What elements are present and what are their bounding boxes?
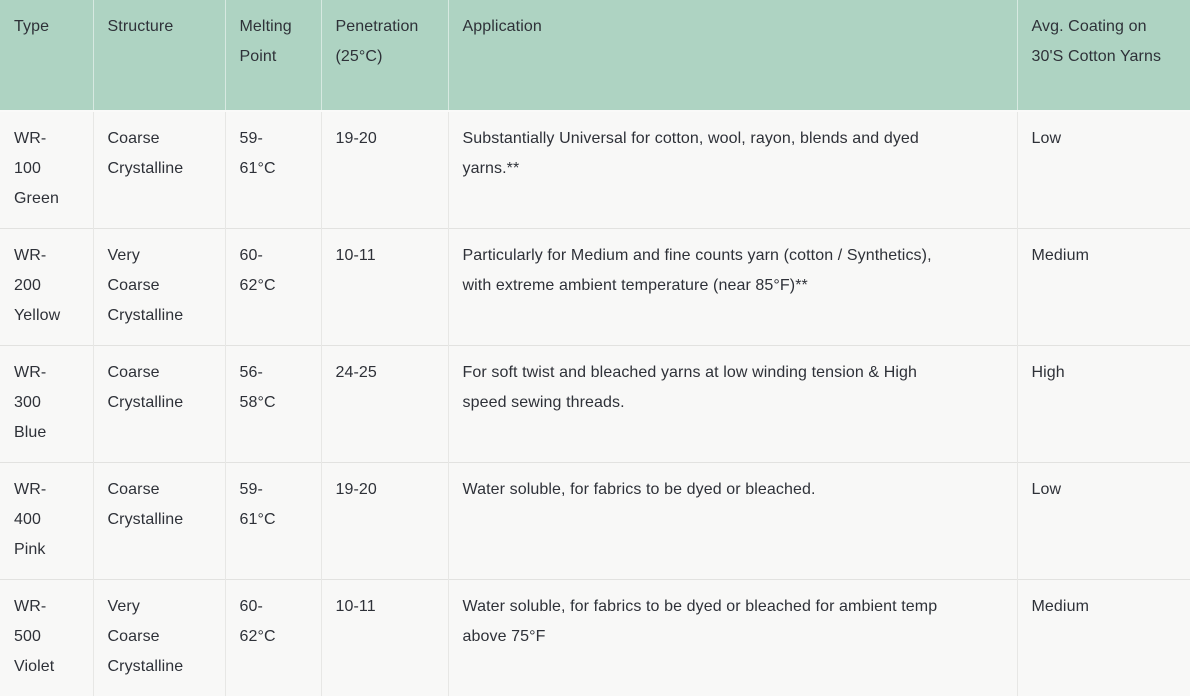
- cell-melting-point: 60-62°C: [225, 579, 321, 696]
- table-header: [0, 0, 1190, 111]
- header-row: [0, 0, 1190, 111]
- cell-avg-coating: High: [1017, 345, 1190, 462]
- cell-melting-point: 59-61°C: [225, 462, 321, 579]
- cell-avg-coating: Medium: [1017, 579, 1190, 696]
- cell-avg-coating: Low: [1017, 462, 1190, 579]
- cell-type: WR-100 Green: [0, 111, 93, 228]
- cell-structure: Coarse Crystalline: [93, 345, 225, 462]
- cell-application: Particularly for Medium and fine counts yarn (cotton / Synthetics), with extreme ambient temperature (near 85°F)**: [448, 228, 1017, 345]
- cell-melting-point: 56-58°C: [225, 345, 321, 462]
- cell-structure: Coarse Crystalline: [93, 462, 225, 579]
- cell-structure: Coarse Crystalline: [93, 111, 225, 228]
- cell-penetration: 19-20: [321, 111, 448, 228]
- cell-melting-point: 59-61°C: [225, 111, 321, 228]
- cell-penetration: 10-11: [321, 228, 448, 345]
- cell-type: WR-200 Yellow: [0, 228, 93, 345]
- cell-avg-coating: Medium: [1017, 228, 1190, 345]
- table-row: [0, 579, 1190, 696]
- column-header-penetration: Penetration (25°C): [321, 0, 448, 111]
- cell-penetration: 24-25: [321, 345, 448, 462]
- column-header-melting-point: Melting Point: [225, 0, 321, 111]
- cell-application: Water soluble, for fabrics to be dyed or bleached.: [448, 462, 1017, 579]
- cell-penetration: 10-11: [321, 579, 448, 696]
- table-row: [0, 111, 1190, 228]
- cell-structure: Very Coarse Crystalline: [93, 228, 225, 345]
- table-body: [0, 111, 1190, 696]
- table-row: [0, 462, 1190, 579]
- column-header-type: Type: [0, 0, 93, 111]
- cell-avg-coating: Low: [1017, 111, 1190, 228]
- cell-penetration: 19-20: [321, 462, 448, 579]
- cell-application: For soft twist and bleached yarns at low winding tension & High speed sewing threads.: [448, 345, 1017, 462]
- cell-melting-point: 60-62°C: [225, 228, 321, 345]
- column-header-avg-coating: Avg. Coating on 30'S Cotton Yarns: [1017, 0, 1190, 111]
- cell-structure: Very Coarse Crystalline: [93, 579, 225, 696]
- cell-type: WR-500 Violet: [0, 579, 93, 696]
- cell-type: WR-300 Blue: [0, 345, 93, 462]
- cell-application: Substantially Universal for cotton, wool, rayon, blends and dyed yarns.**: [448, 111, 1017, 228]
- table-row: [0, 345, 1190, 462]
- cell-application: Water soluble, for fabrics to be dyed or bleached for ambient temp above 75°F: [448, 579, 1017, 696]
- table-row: [0, 228, 1190, 345]
- cell-type: WR-400 Pink: [0, 462, 93, 579]
- column-header-structure: Structure: [93, 0, 225, 111]
- column-header-application: Application: [448, 0, 1017, 111]
